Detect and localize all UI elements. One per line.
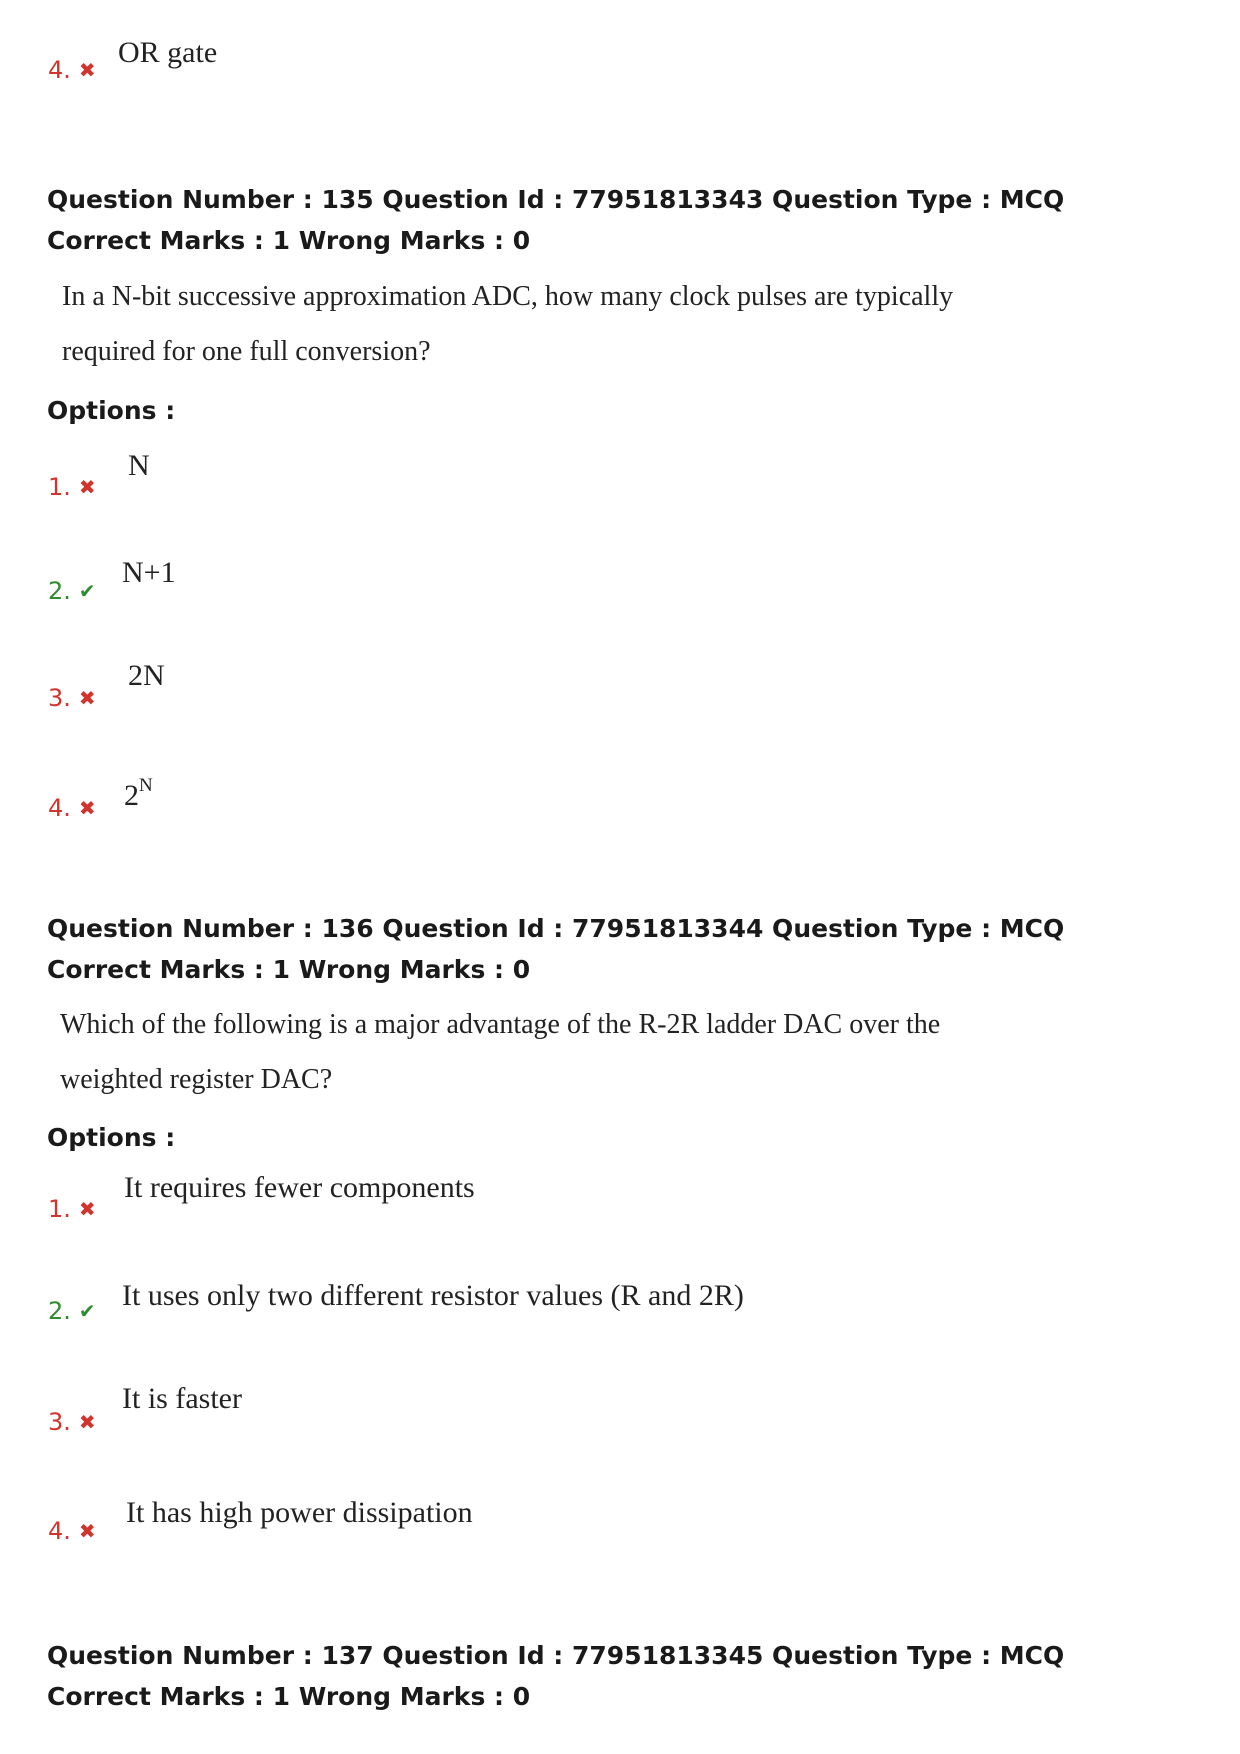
check-mark-icon: ✔ (78, 1299, 96, 1323)
option-number: 3. (48, 684, 71, 712)
option-text: It requires fewer components (124, 1171, 475, 1204)
cross-mark-icon: ✖ (78, 686, 96, 710)
cross-mark-icon: ✖ (78, 796, 96, 820)
options-label: Options : (47, 1123, 176, 1152)
option-number: 4. (48, 56, 71, 84)
question-stem-line-1: Which of the following is a major advantage of the R-2R ladder DAC over the (60, 1009, 941, 1040)
question-marks: Correct Marks : 1 Wrong Marks : 0 (47, 1682, 531, 1711)
question-marks: Correct Marks : 1 Wrong Marks : 0 (47, 955, 531, 984)
question-stem-line-2: required for one full conversion? (62, 336, 431, 367)
cross-mark-icon: ✖ (78, 475, 96, 499)
option-number: 1. (48, 473, 71, 501)
option-text: N+1 (122, 556, 176, 589)
question-stem-line-2: weighted register DAC? (60, 1064, 333, 1095)
option-number: 3. (48, 1408, 71, 1436)
option-text: It has high power dissipation (126, 1496, 473, 1529)
option-text: It is faster (122, 1382, 242, 1415)
question-header: Question Number : 135 Question Id : 77951813343 Question Type : MCQ (47, 185, 1065, 214)
option-text: 2N (128, 659, 165, 692)
option-text: It uses only two different resistor values (R and 2R) (122, 1279, 744, 1312)
question-marks: Correct Marks : 1 Wrong Marks : 0 (47, 226, 531, 255)
options-label: Options : (47, 396, 176, 425)
option-text: OR gate (118, 36, 218, 69)
option-base: 2 (124, 779, 139, 812)
option-number: 1. (48, 1195, 71, 1223)
question-header: Question Number : 136 Question Id : 77951813344 Question Type : MCQ (47, 914, 1065, 943)
option-exponent: N (139, 775, 153, 796)
option-number: 2. (48, 1297, 71, 1325)
cross-mark-icon: ✖ (78, 1519, 96, 1543)
cross-mark-icon: ✖ (78, 58, 96, 82)
option-text: N (128, 449, 150, 482)
option-number: 2. (48, 577, 71, 605)
option-text (124, 775, 153, 813)
question-header: Question Number : 137 Question Id : 77951813345 Question Type : MCQ (47, 1641, 1065, 1670)
question-stem-line-1: In a N-bit successive approximation ADC, how many clock pulses are typically (62, 281, 954, 312)
option-number: 4. (48, 1517, 71, 1545)
cross-mark-icon: ✖ (78, 1197, 96, 1221)
option-number: 4. (48, 794, 71, 822)
check-mark-icon: ✔ (78, 579, 96, 603)
cross-mark-icon: ✖ (78, 1410, 96, 1434)
